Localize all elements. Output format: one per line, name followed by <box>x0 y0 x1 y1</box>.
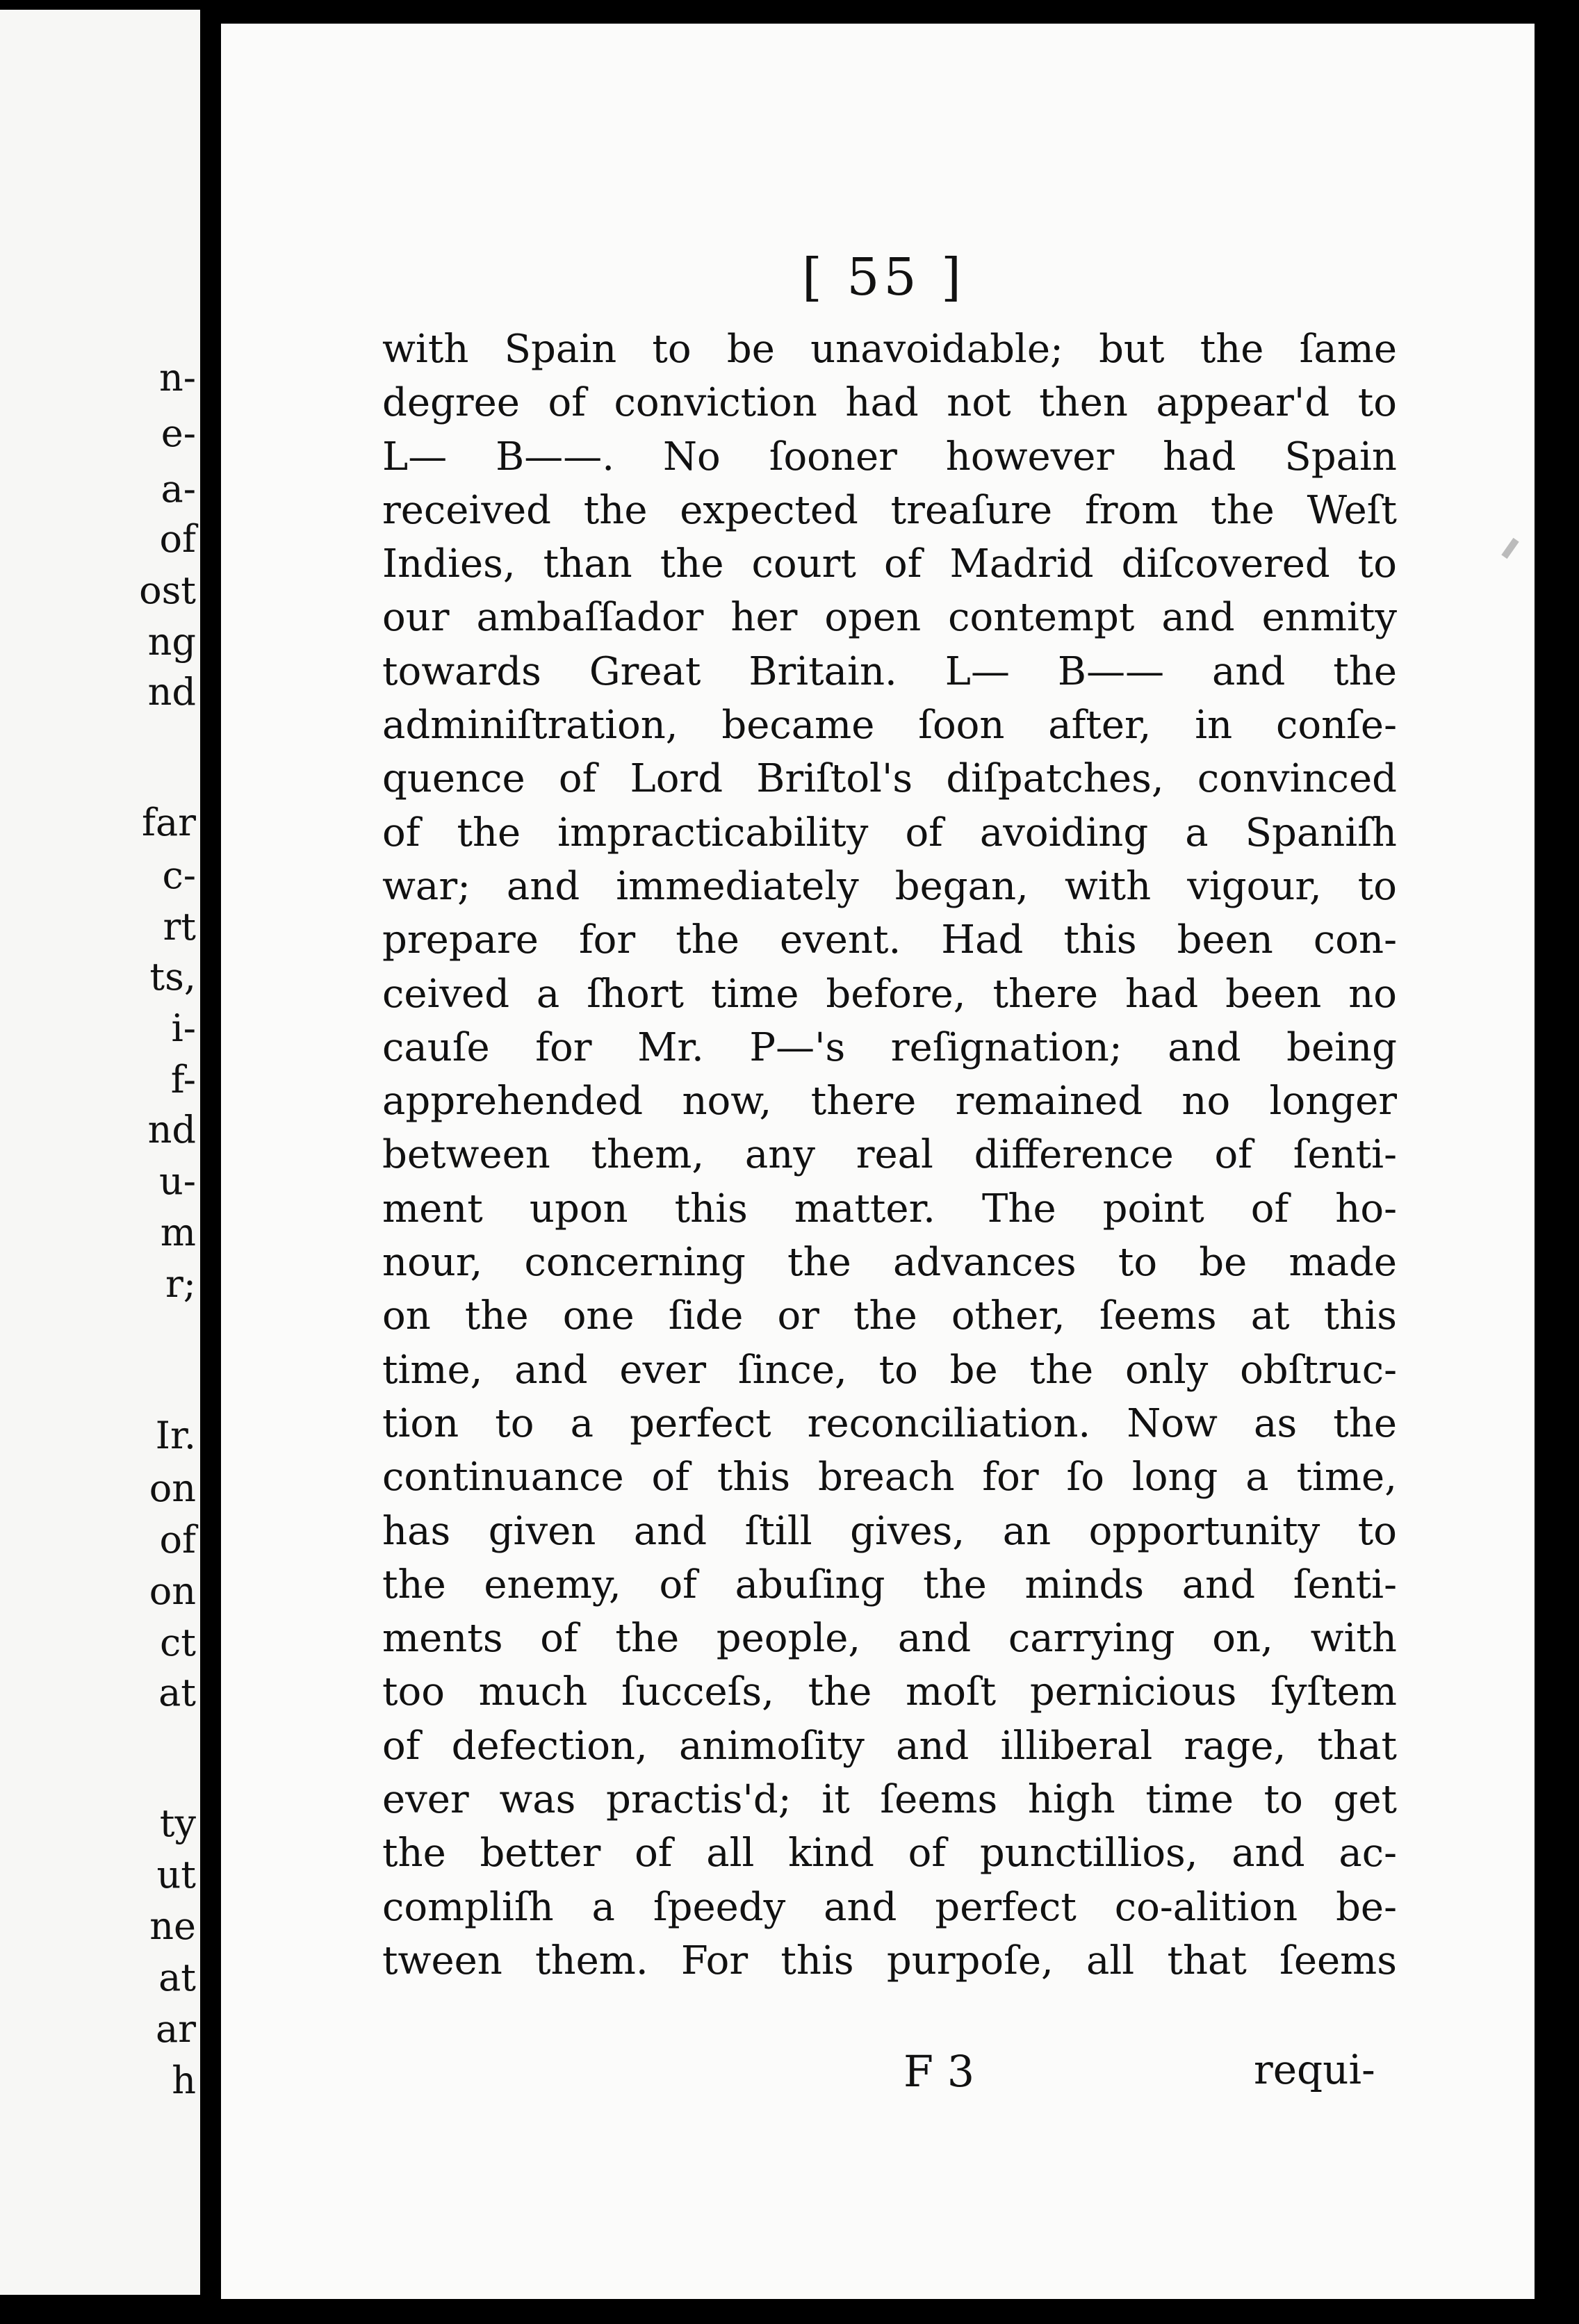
right-page <box>221 24 1535 2299</box>
left-fragment: on <box>149 1466 196 1510</box>
body-text <box>382 322 1397 1988</box>
text-line: towards Great Britain. L— B—— and the <box>382 648 1397 694</box>
text-line: L— B——. No ſooner however had Spain <box>382 434 1397 480</box>
text-line: with Spain to be unavoidable; but the ſame <box>382 327 1397 372</box>
text-line: our ambaſſador her open contempt and enmity <box>382 595 1397 641</box>
signature-mark: F 3 <box>903 2046 975 2097</box>
text-line: degree of conviction had not then appear'd to <box>382 380 1397 426</box>
left-fragment: far <box>142 801 196 844</box>
left-fragment: ost <box>139 568 196 612</box>
left-fragment: ne <box>149 1904 196 1948</box>
text-line: cauſe for Mr. P—'s reſignation; and being <box>382 1024 1397 1070</box>
text-line: the enemy, of abuſing the minds and ſenti- <box>382 1562 1397 1607</box>
text-line: too much ſucceſs, the moſt pernicious ſyſtem <box>382 1669 1397 1715</box>
left-fragment: ar <box>155 2007 196 2051</box>
left-fragment: ty <box>159 1801 196 1845</box>
text-line: war; and immediately began, with vigour, to <box>382 863 1397 909</box>
left-fragment: a- <box>161 467 196 511</box>
text-line: Indies, than the court of Madrid diſcovered to <box>382 541 1397 587</box>
left-fragment: ut <box>156 1853 196 1897</box>
text-line: ments of the people, and carrying on, with <box>382 1616 1397 1662</box>
left-fragment: nd <box>147 670 196 714</box>
left-fragment: nd <box>147 1108 196 1152</box>
left-fragment: m <box>160 1211 196 1254</box>
book-gutter <box>200 0 221 2324</box>
text-line: tween them. For this purpoſe, all that ſeems <box>382 1938 1397 1983</box>
text-line: adminiſtration, became ſoon after, in conſe- <box>382 703 1397 748</box>
left-fragment: h <box>172 2059 196 2102</box>
text-line: the better of all kind of punctillios, and ac- <box>382 1831 1397 1876</box>
text-line: ment upon this matter. The point of ho- <box>382 1186 1397 1231</box>
page-edge-shadow <box>1535 0 1579 2324</box>
text-line: nour, concerning the advances to be made <box>382 1240 1397 1286</box>
left-fragment: at <box>158 1956 196 1999</box>
left-fragment: r; <box>165 1262 196 1306</box>
left-fragment: ng <box>147 620 196 664</box>
ink-smudge <box>1501 538 1519 559</box>
text-line: of the impracticability of avoiding a Spaniſh <box>382 810 1397 856</box>
left-fragment: ct <box>160 1621 196 1664</box>
text-line: received the expected treaſure from the Weſt <box>382 487 1397 533</box>
text-line: between them, any real difference of ſenti- <box>382 1132 1397 1178</box>
left-fragment: u- <box>158 1159 196 1203</box>
binding-thread-mark <box>206 1086 215 1106</box>
text-line: ceived a ſhort time before, there had been no <box>382 971 1397 1017</box>
left-fragment: f- <box>170 1058 196 1102</box>
text-line: prepare for the event. Had this been con- <box>382 917 1397 963</box>
left-fragment: c- <box>162 853 196 897</box>
left-fragment: e- <box>161 411 196 455</box>
text-line: ever was practis'd; it ſeems high time to get <box>382 1777 1397 1823</box>
binding-thread-mark <box>206 625 215 646</box>
text-line: time, and ever ſince, to be the only obſtruc- <box>382 1347 1397 1393</box>
left-fragment: at <box>158 1671 196 1715</box>
left-fragment: Ir. <box>155 1414 196 1457</box>
catchword: requi- <box>1254 2046 1375 2093</box>
text-line: on the one ſide or the other, ſeems at this <box>382 1293 1397 1339</box>
left-fragment: i- <box>171 1006 196 1050</box>
left-fragment: n- <box>158 356 196 400</box>
text-line: apprehended now, there remained no longer <box>382 1079 1397 1124</box>
left-fragment: on <box>149 1569 196 1613</box>
left-fragment: rt <box>163 905 196 949</box>
left-page <box>0 10 200 2295</box>
text-line: of defection, animoſity and illiberal rage, that <box>382 1723 1397 1769</box>
left-fragment: ts, <box>149 955 196 999</box>
text-line: quence of Lord Briſtol's diſpatches, convinced <box>382 756 1397 802</box>
left-fragment: of <box>159 517 196 561</box>
text-line: compliſh a ſpeedy and perfect co-alition be- <box>382 1884 1397 1930</box>
left-fragment: of <box>159 1518 196 1562</box>
text-line: tion to a perfect reconciliation. Now as the <box>382 1400 1397 1446</box>
page-number: [ 55 ] <box>802 247 965 307</box>
text-line: continuance of this breach for ſo long a time, <box>382 1455 1397 1500</box>
text-line: has given and ſtill gives, an opportunity to <box>382 1508 1397 1554</box>
